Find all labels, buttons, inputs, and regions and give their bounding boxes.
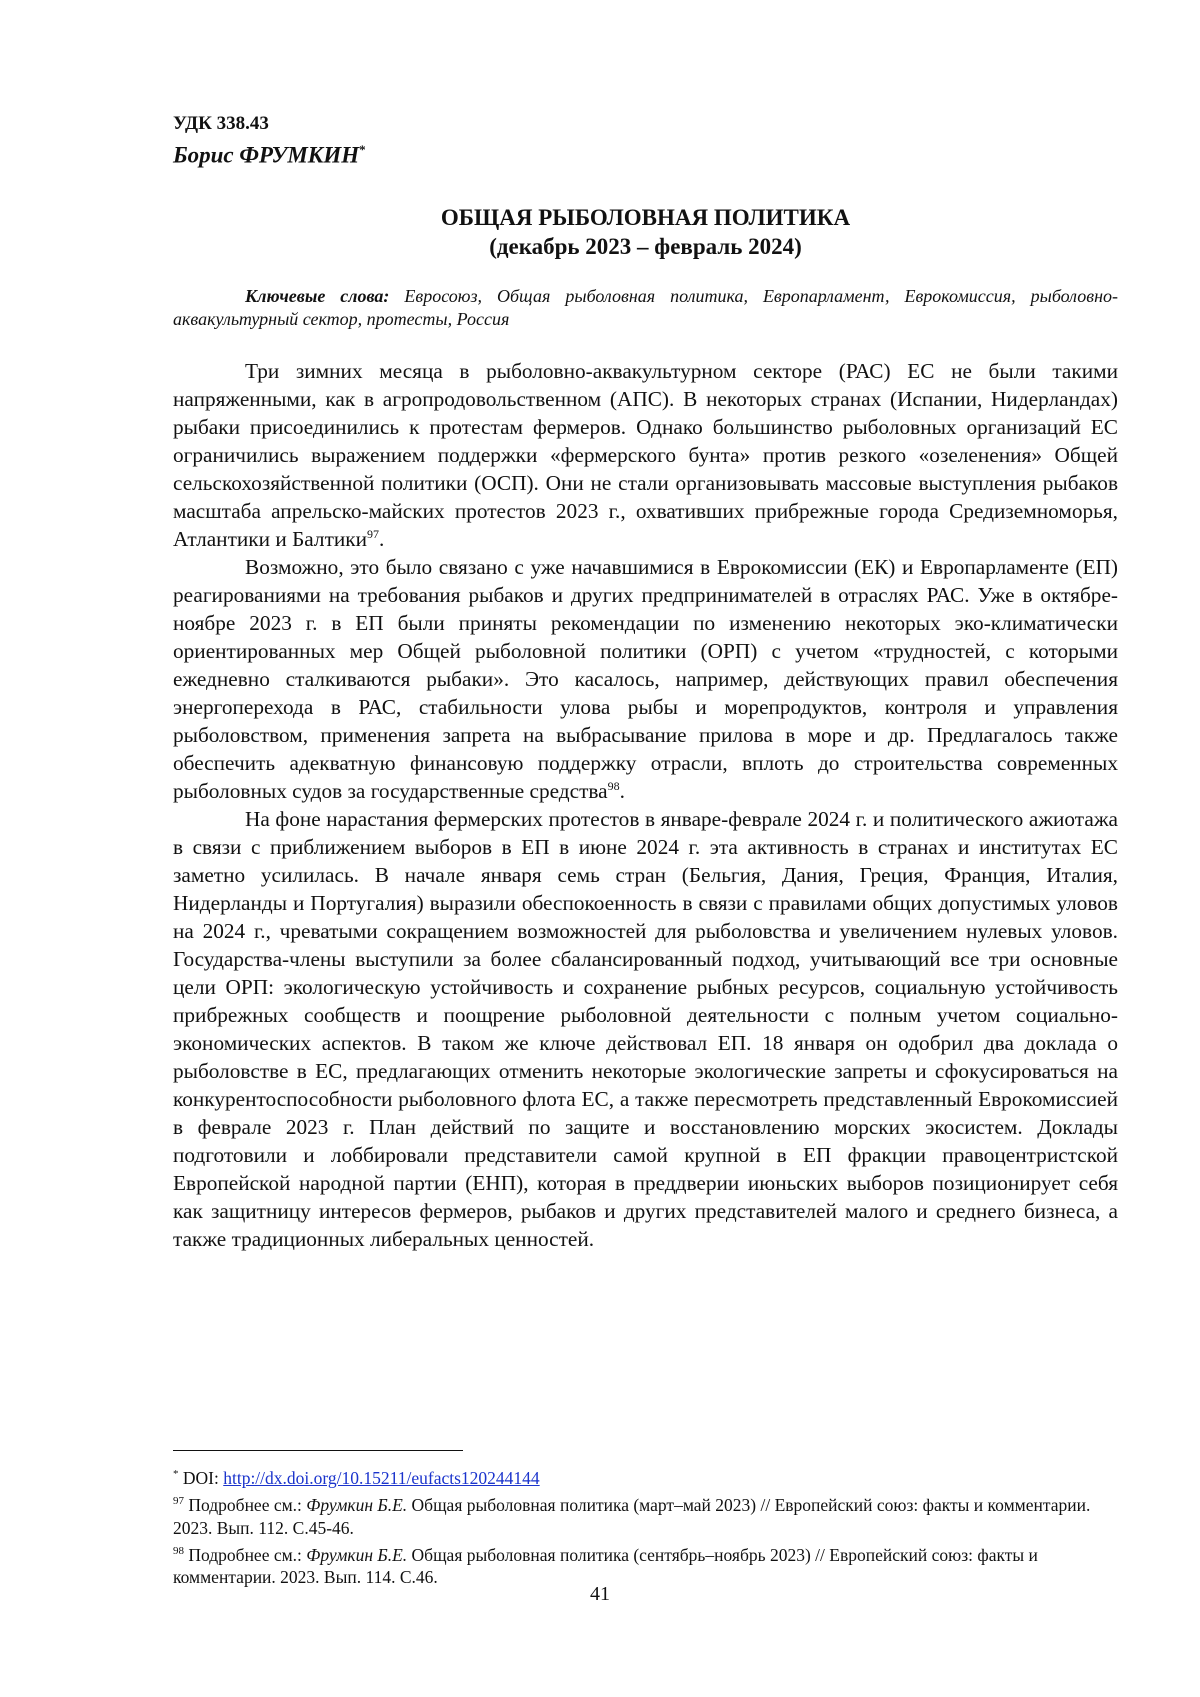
author-text: Борис ФРУМКИН: [173, 142, 360, 168]
footnote-citation: Общая рыболовная политика (сентябрь–ноябрь 2023) // Европейский союз: факты и комментарии. 2023. Вып. 114. С.46.: [173, 1544, 1038, 1588]
footnote-mark: *: [173, 1468, 179, 1480]
paragraph-3: На фоне нарастания фермерских протестов в январе-феврале 2024 г. и политического ажиотажа в связи с приближением выборов в ЕП в июне 2024 г. эта активность в странах и институтах ЕС заметно усилилась. В начале января семь стран (Бельгия, Дания, Греция, Франция, Италия, Нидерланды и Португалия) выразили обеспокоенность в связи с правилами общих допустимых уловов на 2024 г., чреватыми сокращением возможностей для рыболовства и увеличением нулевых уловов. Государства-члены выступили за более сбалансированный подход, учитывающий все три основные цели ОРП: экологическую устойчивость и сохранение рыбных ресурсов, социальную устойчивость прибрежных сообществ и поощрение рыболовной деятельности с полным учетом социально-экономических аспектов. В таком же ключе действовал ЕП. 18 января он одобрил два доклада о рыболовстве в ЕС, предлагающих отменить некоторые экологические запреты и сфокусироваться на конкурентоспособности рыболовного флота ЕС, а также пересмотреть представленный Еврокомиссией в феврале 2023 г. План действий по защите и восстановлению морских экосистем. Доклады подготовили и лоббировали представители самой крупной в ЕП фракции правоцентристской Европейской народной партии (ЕНП), которая в преддверии июньских выборов позиционирует себя как защитницу интересов фермеров, рыбаков и других представителей малого и среднего бизнеса, а также традиционных либеральных ценностей.: [173, 806, 1118, 1251]
footnote-divider: [173, 1450, 463, 1451]
footnote-prefix: Подробнее см.:: [184, 1494, 307, 1515]
author-name: [173, 136, 1118, 170]
page-number: 41: [590, 1583, 610, 1605]
paragraph-1-text: Три зимних месяца в рыболовно-аквакультурном секторе (РАС) ЕС не были такими напряженными, как в агропродовольственном (АПС). В некоторых странах (Испании, Нидерландах) рыбаки присоединились к протестам фермеров. Однако большинство рыболовных организаций ЕС ограничились выражением поддержки «фермерского бунта» против резкого «озеленения» Общей сельскохозяйственной политики (ОСП). Они не стали организовывать массовые выступления рыбаков масштаба апрельско-майских протестов 2023 г., охвативших прибрежные города Средиземноморья, Атлантики и Балтики: [173, 358, 1118, 551]
paragraph-2-text: Возможно, это было связано с уже начавшимися в Еврокомиссии (ЕК) и Европарламенте (ЕП) реагированиями на требования рыбаков и других предпринимателей в отраслях РАС. Уже в октябре-ноябре 2023 г. в ЕП были приняты рекомендации по изменению некоторых эко-климатически ориентированных мер Общей рыболовной политики (ОРП) с учетом «трудностей, с которыми ежедневно сталкиваются рыбаки». Это касалось, например, действующих правил обеспечения энергоперехода в РАС, стабильности улова рыбы и морепродуктов, контроля и управления рыболовством, применения запрета на выбрасывание прилова в море и др. Предлагалось также обеспечить адекватную финансовую поддержку отрасли, вплоть до строительства современных рыболовных судов за государственные средства: [173, 554, 1118, 803]
article-content: [173, 112, 1118, 1253]
keywords-label: Ключевые слова:: [245, 285, 390, 306]
udk-code: УДК 338.43: [173, 113, 269, 134]
title-line-2: (декабрь 2023 – февраль 2024): [489, 233, 802, 259]
footnote-citation: Общая рыболовная политика (март–май 2023) // Европейский союз: факты и комментарии. 2023. Вып. 112. С.45-46.: [173, 1494, 1091, 1538]
paragraph-2-end: .: [619, 778, 625, 803]
footnote-ref-98[interactable]: 98: [607, 778, 620, 793]
footnote-prefix: Подробнее см.:: [184, 1544, 307, 1565]
title-line-1: ОБЩАЯ РЫБОЛОВНАЯ ПОЛИТИКА: [440, 204, 851, 230]
keywords: [173, 285, 1118, 331]
footnote-author: Фрумкин Б.Е.: [306, 1494, 408, 1515]
article-title: [173, 203, 1118, 261]
paragraph-2: [173, 553, 1118, 805]
footnote-author: Фрумкин Б.Е.: [306, 1544, 408, 1565]
footnotes: [173, 1450, 1118, 1589]
doi-link[interactable]: http://dx.doi.org/10.15211/eufacts120244144: [223, 1467, 540, 1488]
footnote-97: [173, 1490, 1118, 1540]
author-footnote-mark: *: [359, 142, 366, 157]
footnote-doi: [173, 1463, 1118, 1490]
paragraph-1-end: .: [379, 526, 385, 551]
article-body: [173, 357, 1118, 1253]
footnote-mark: 97: [173, 1494, 184, 1507]
keywords-text: Евросоюз, Общая рыболовная политика, Европарламент, Еврокомиссия, рыболовно-аквакультурный сектор, протесты, Россия: [173, 285, 1118, 329]
footnote-98: [173, 1540, 1118, 1590]
footnote-doi-label: DOI:: [178, 1467, 224, 1488]
footnote-ref-97[interactable]: 97: [367, 526, 380, 541]
paragraph-1: [173, 357, 1118, 553]
footnote-mark: 98: [173, 1544, 184, 1557]
